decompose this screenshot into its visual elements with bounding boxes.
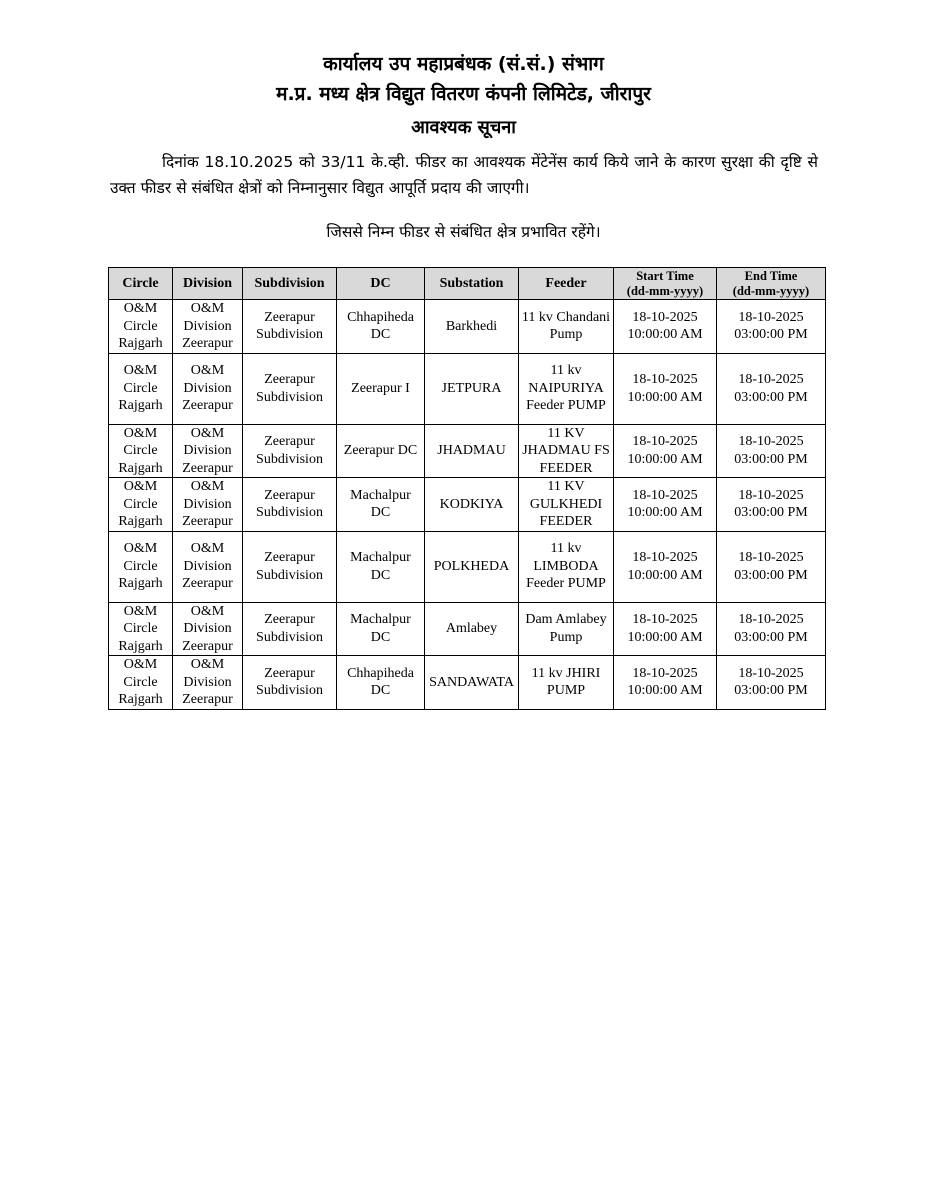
cell-subdivision: Zeerapur Subdivision [243, 478, 337, 532]
cell-subdivision: Zeerapur Subdivision [243, 353, 337, 424]
header-substation: Substation [425, 268, 519, 300]
cell-subdivision: Zeerapur Subdivision [243, 300, 337, 354]
cell-end-time: 03:00:00 PM [734, 505, 808, 521]
cell-start-time: 10:00:00 AM [627, 451, 703, 467]
cell-dc: Machalpur DC [337, 602, 425, 656]
cell-circle: O&M Circle Rajgarh [109, 478, 173, 532]
cell-circle: O&M Circle Rajgarh [109, 424, 173, 478]
cell-end-date: 18-10-2025 [738, 550, 804, 565]
header-dc: DC [337, 268, 425, 300]
cell-start [614, 656, 717, 710]
cell-circle: O&M Circle Rajgarh [109, 300, 173, 354]
cell-start-date: 18-10-2025 [632, 434, 698, 450]
cell-substation: POLKHEDA [425, 531, 519, 602]
header-start-time [614, 268, 717, 300]
cell-start [614, 531, 717, 602]
cell-end-time: 03:00:00 PM [734, 327, 808, 343]
cell-feeder: 11 KV JHADMAU FS FEEDER [519, 424, 614, 478]
cell-subdivision: Zeerapur Subdivision [243, 424, 337, 478]
cell-division: O&M Division Zeerapur [173, 424, 243, 478]
office-heading: कार्यालय उप महाप्रबंधक (सं.सं.) संभाग [323, 53, 604, 75]
table-row [109, 353, 826, 424]
cell-start-date: 18-10-2025 [632, 665, 698, 681]
cell-end-time: 03:00:00 PM [734, 451, 808, 467]
cell-end-date: 18-10-2025 [738, 487, 804, 503]
cell-dc: Zeerapur I [337, 353, 425, 424]
table-row [109, 602, 826, 656]
cell-start [614, 353, 717, 424]
cell-end [717, 602, 826, 656]
cell-division: O&M Division Zeerapur [173, 602, 243, 656]
cell-start [614, 300, 717, 354]
cell-start-time: 10:00:00 AM [627, 505, 703, 521]
notice-subline: जिससे निम्न फीडर से संबंधित क्षेत्र प्रभावित रहेंगे। [326, 223, 601, 241]
cell-end-time: 03:00:00 PM [734, 629, 808, 645]
cell-end [717, 656, 826, 710]
header-end-time-label: End Time [744, 268, 798, 283]
cell-end [717, 531, 826, 602]
cell-end [717, 353, 826, 424]
cell-circle: O&M Circle Rajgarh [109, 602, 173, 656]
cell-subdivision: Zeerapur Subdivision [243, 656, 337, 710]
cell-end-time: 03:00:00 PM [734, 389, 808, 405]
cell-circle: O&M Circle Rajgarh [109, 656, 173, 710]
cell-circle: O&M Circle Rajgarh [109, 353, 173, 424]
header-end-time-format: (dd-mm-yyyy) [732, 283, 810, 298]
cell-start-time: 10:00:00 AM [627, 683, 703, 699]
cell-substation: SANDAWATA [425, 656, 519, 710]
cell-substation: JETPURA [425, 353, 519, 424]
notice-paragraph: दिनांक 18.10.2025 को 33/11 के.व्ही. फीडर का आवश्यक मेंटेनेंस कार्य किये जाने के कारण सुरक्षा की दृष्टि से उक्त फीडर से संबंधित क्षेत्रों को निम्नानुसार विद्युत आपूर्ति प्रदाय की जाएगी। [110, 153, 818, 197]
cell-division: O&M Division Zeerapur [173, 478, 243, 532]
table-body [109, 300, 826, 710]
cell-dc: Chhapiheda DC [337, 656, 425, 710]
cell-dc: Zeerapur DC [337, 424, 425, 478]
cell-start-date: 18-10-2025 [632, 309, 698, 325]
cell-end [717, 424, 826, 478]
cell-dc: Machalpur DC [337, 531, 425, 602]
cell-start-date: 18-10-2025 [632, 372, 698, 387]
cell-start-time: 10:00:00 AM [627, 327, 703, 343]
header-end-time [717, 268, 826, 300]
cell-feeder: 11 kv LIMBODA Feeder PUMP [519, 531, 614, 602]
cell-end-date: 18-10-2025 [738, 434, 804, 450]
cell-substation: JHADMAU [425, 424, 519, 478]
cell-dc: Chhapiheda DC [337, 300, 425, 354]
table-row [109, 300, 826, 354]
cell-division: O&M Division Zeerapur [173, 531, 243, 602]
cell-start-date: 18-10-2025 [632, 612, 698, 628]
cell-start-date: 18-10-2025 [632, 487, 698, 503]
cell-start [614, 478, 717, 532]
cell-division: O&M Division Zeerapur [173, 353, 243, 424]
header-circle: Circle [109, 268, 173, 300]
table-header-row [109, 268, 826, 300]
table-row [109, 478, 826, 532]
cell-end [717, 478, 826, 532]
cell-start-date: 18-10-2025 [632, 550, 698, 565]
header-feeder: Feeder [519, 268, 614, 300]
cell-division: O&M Division Zeerapur [173, 300, 243, 354]
cell-end-date: 18-10-2025 [738, 612, 804, 628]
cell-end-time: 03:00:00 PM [734, 567, 808, 583]
shutdown-table [108, 267, 826, 710]
cell-division: O&M Division Zeerapur [173, 656, 243, 710]
cell-start [614, 602, 717, 656]
header-division: Division [173, 268, 243, 300]
cell-feeder: 11 kv JHIRI PUMP [519, 656, 614, 710]
cell-subdivision: Zeerapur Subdivision [243, 602, 337, 656]
header-subdivision: Subdivision [243, 268, 337, 300]
cell-end-date: 18-10-2025 [738, 372, 804, 387]
cell-feeder: 11 kv Chandani Pump [519, 300, 614, 354]
header-start-time-label: Start Time [636, 268, 694, 283]
cell-start-time: 10:00:00 AM [627, 567, 703, 583]
cell-end-date: 18-10-2025 [738, 309, 804, 325]
notice-title: आवश्यक सूचना [411, 117, 516, 138]
cell-start [614, 424, 717, 478]
header-start-time-format: (dd-mm-yyyy) [626, 283, 704, 298]
cell-substation: Barkhedi [425, 300, 519, 354]
cell-start-time: 10:00:00 AM [627, 389, 703, 405]
table-row [109, 531, 826, 602]
cell-end-date: 18-10-2025 [738, 665, 804, 681]
cell-end [717, 300, 826, 354]
cell-subdivision: Zeerapur Subdivision [243, 531, 337, 602]
cell-feeder: 11 kv NAIPURIYA Feeder PUMP [519, 353, 614, 424]
cell-end-time: 03:00:00 PM [734, 683, 808, 699]
cell-substation: KODKIYA [425, 478, 519, 532]
company-heading: म.प्र. मध्य क्षेत्र विद्युत वितरण कंपनी लिमिटेड, जीरापुर [276, 83, 651, 105]
cell-substation: Amlabey [425, 602, 519, 656]
table-row [109, 656, 826, 710]
cell-start-time: 10:00:00 AM [627, 629, 703, 645]
cell-feeder: Dam Amlabey Pump [519, 602, 614, 656]
table-row [109, 424, 826, 478]
cell-feeder: 11 KV GULKHEDI FEEDER [519, 478, 614, 532]
cell-dc: Machalpur DC [337, 478, 425, 532]
cell-circle: O&M Circle Rajgarh [109, 531, 173, 602]
